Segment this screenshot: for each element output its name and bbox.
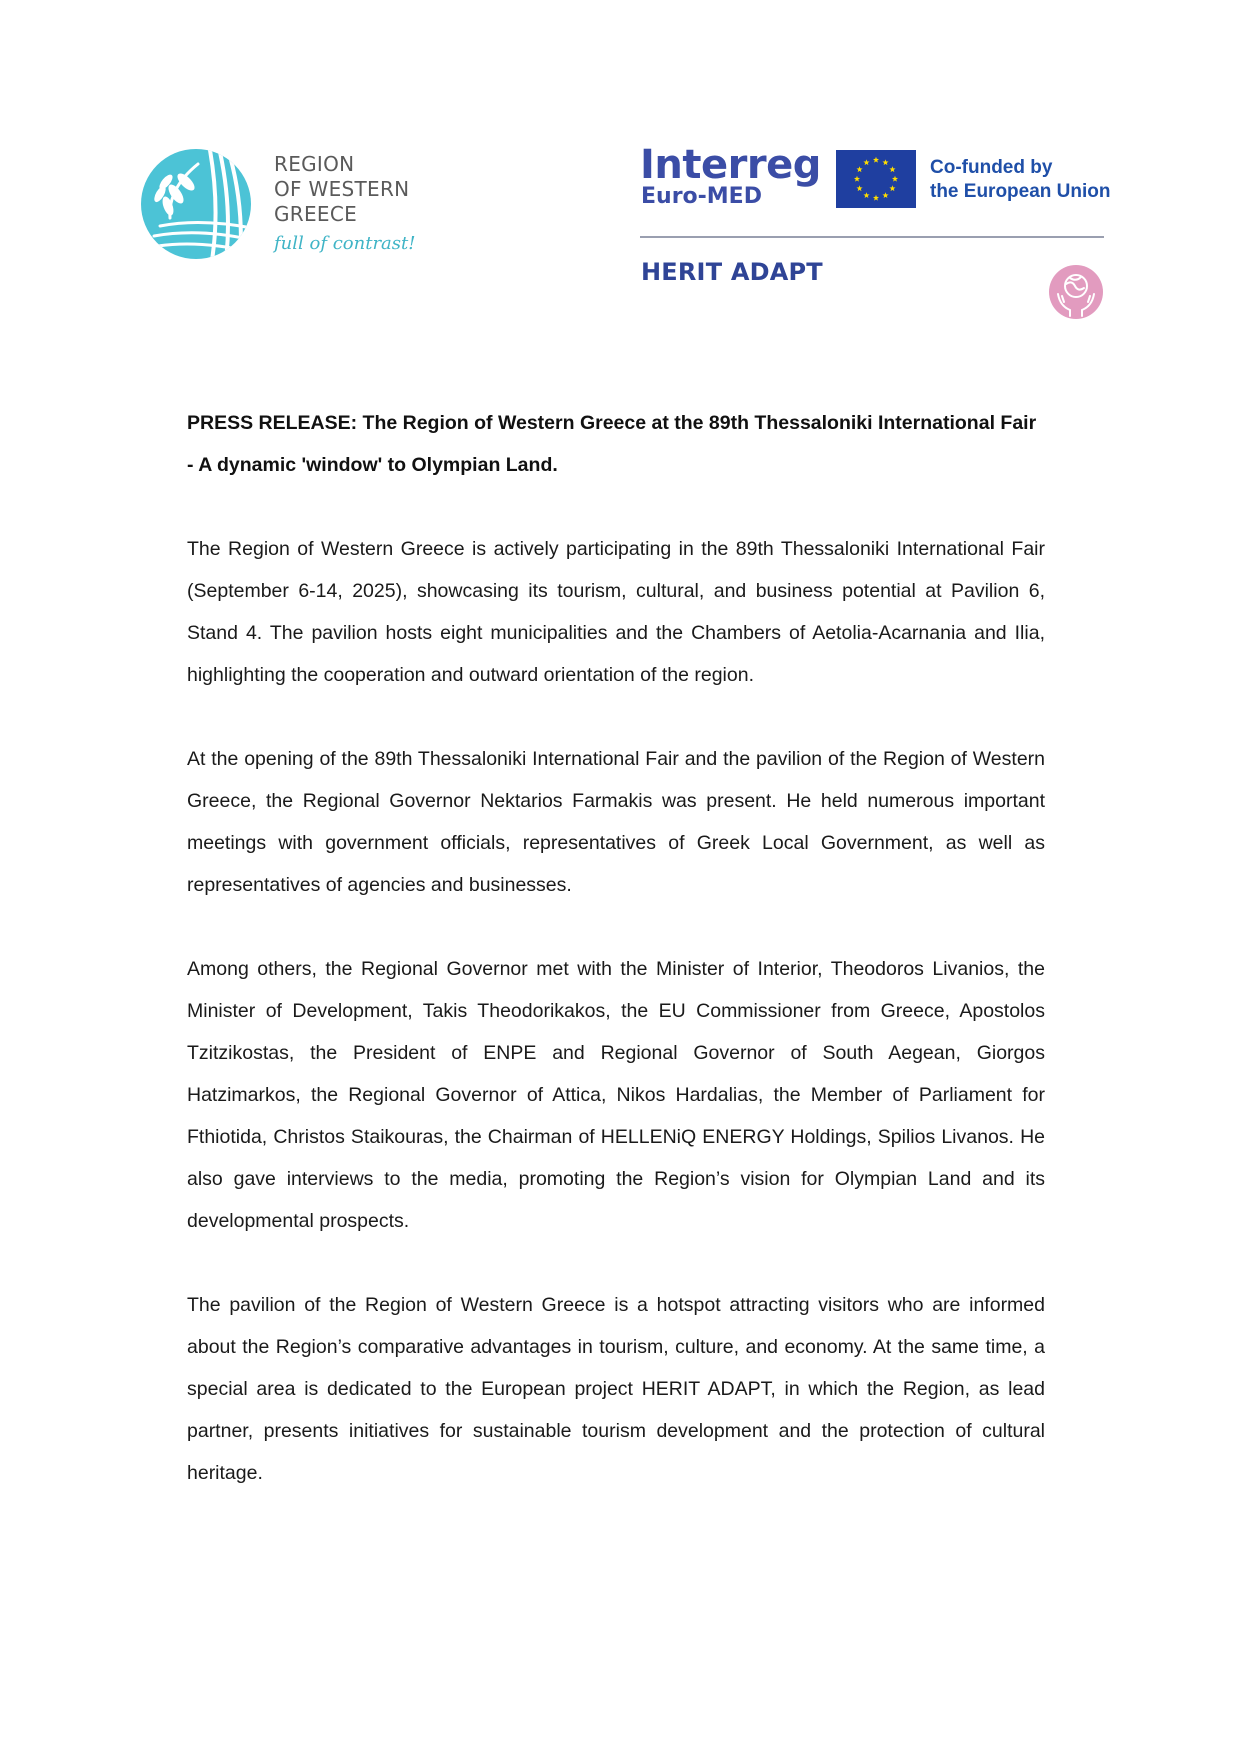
region-logo-text bbox=[274, 152, 464, 254]
press-release-body bbox=[187, 402, 1045, 1494]
euromed-wordmark: Euro-MED bbox=[641, 184, 762, 209]
eu-flag-icon bbox=[836, 150, 916, 208]
project-name: HERIT ADAPT bbox=[641, 258, 823, 286]
paragraph-1: The Region of Western Greece is actively participating in the 89th Thessaloniki International Fair (September 6-14, 2025), showcasing its tourism, cultural, and business potential at Pavilion 6, Stand 4. The pavilion hosts eight municipalities and the Chambers of Aetolia-Acarnania and Ilia, highlighting the cooperation and outward orientation of the region. bbox=[187, 538, 1045, 686]
region-emblem-icon bbox=[140, 148, 252, 260]
cofunded-line-1: Co-funded by bbox=[930, 157, 1053, 178]
region-logo-tagline: full of contrast! bbox=[274, 233, 416, 254]
press-release-headline: PRESS RELEASE: The Region of Western Greece at the 89th Thessaloniki International Fair - A dynamic 'window' to Olympian Land. bbox=[187, 412, 1037, 476]
paragraph-3: Among others, the Regional Governor met with the Minister of Interior, Theodoros Livanios, the Minister of Development, Takis Theodorikakos, the EU Commissioner from Greece, Apostolos Tzitzikostas, the President of ENPE and Regional Governor of South Aegean, Giorgos Hatzimarkos, the Regional Governor of Attica, Nikos Hardalias, the Member of Parliament for Fthiotida, Christos Staikouras, the Chairman of HELLENiQ ENERGY Holdings, Spilios Livanos. He also gave interviews to the media, promoting the Region’s vision for Olympian Land and its developmental prospects. bbox=[187, 958, 1045, 1232]
programme-logos bbox=[640, 142, 1111, 323]
cofunded-line-2: the European Union bbox=[930, 181, 1111, 202]
region-logo-line-1: REGION bbox=[274, 152, 355, 176]
header-divider bbox=[640, 236, 1104, 238]
paragraph-4: The pavilion of the Region of Western Greece is a hotspot attracting visitors who are informed about the Region’s comparative advantages in tourism, culture, and economy. At the same time, a special area is dedicated to the European project HERIT ADAPT, in which the Region, as lead partner, presents initiatives for sustainable tourism development and the protection of cultural heritage. bbox=[187, 1294, 1045, 1484]
globe-hands-icon bbox=[1048, 264, 1104, 320]
paragraph-2: At the opening of the 89th Thessaloniki International Fair and the pavilion of the Region of Western Greece, the Regional Governor Nektarios Farmakis was present. He held numerous important meetings with government officials, representatives of Greek Local Government, as well as representatives of agencies and businesses. bbox=[187, 748, 1045, 896]
region-western-greece-logo bbox=[140, 148, 440, 268]
region-logo-line-2: OF WESTERN bbox=[274, 177, 410, 201]
cofunded-label bbox=[930, 156, 1110, 204]
region-logo-line-3: GREECE bbox=[274, 202, 358, 226]
interreg-wordmark: Interreg bbox=[640, 142, 821, 188]
